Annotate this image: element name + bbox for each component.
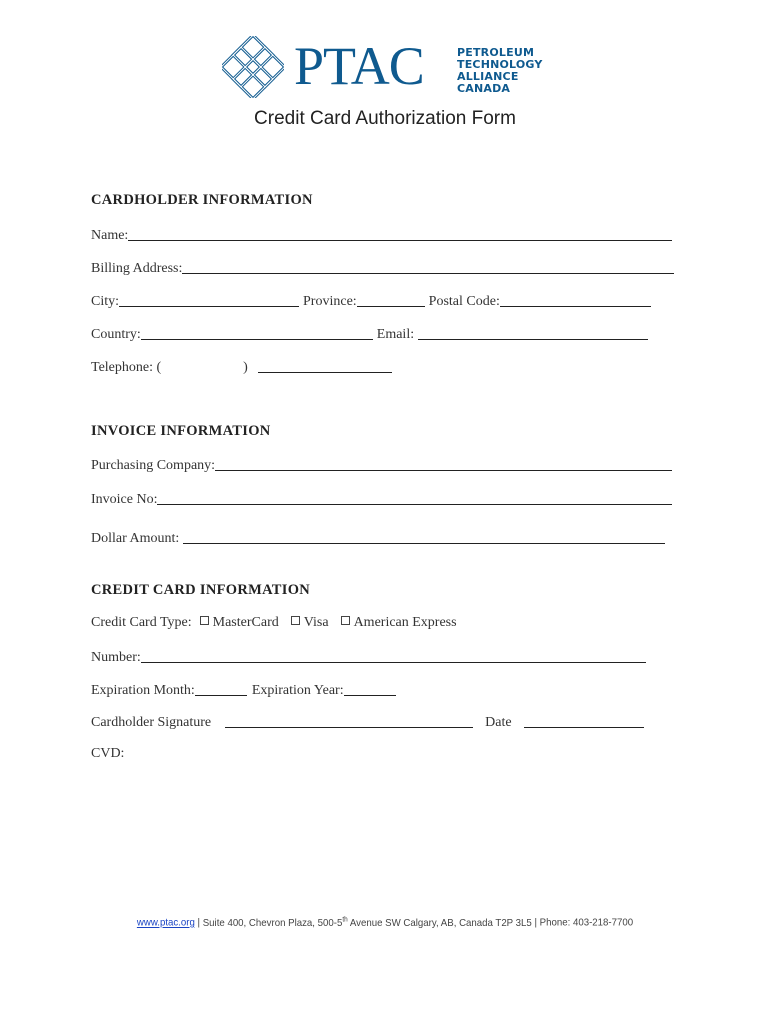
name-field[interactable] xyxy=(128,226,672,241)
purchasing-company-label: Purchasing Company: xyxy=(91,458,216,473)
invoice-no-field[interactable] xyxy=(157,490,672,505)
card-number-field[interactable] xyxy=(141,648,646,663)
footer xyxy=(31,916,739,929)
visa-option[interactable] xyxy=(291,615,329,631)
visa-checkbox[interactable] xyxy=(291,616,300,625)
visa-label: Visa xyxy=(303,615,329,630)
company-row xyxy=(91,456,672,476)
logo-sub-line: CANADA xyxy=(457,82,511,95)
invoice-heading: INVOICE INFORMATION xyxy=(91,423,271,439)
province-field[interactable] xyxy=(357,292,425,307)
date-label: Date xyxy=(485,715,512,730)
logo-sub-line: ALLIANCE xyxy=(457,70,519,83)
amex-option[interactable] xyxy=(341,615,457,631)
expiration-row xyxy=(91,681,396,701)
province-label: Province: xyxy=(303,294,357,309)
city-field[interactable] xyxy=(119,292,299,307)
cardholder-heading: CARDHOLDER INFORMATION xyxy=(91,192,313,208)
amex-checkbox[interactable] xyxy=(341,616,350,625)
email-field[interactable] xyxy=(418,325,648,340)
telephone-close-paren: ) xyxy=(243,360,248,375)
postal-code-field[interactable] xyxy=(500,292,651,307)
dollar-amount-field[interactable] xyxy=(183,529,665,544)
telephone-field[interactable] xyxy=(258,358,392,373)
billing-row xyxy=(91,259,674,279)
dollar-amount-label: Dollar Amount: xyxy=(91,531,180,546)
card-number-label: Number: xyxy=(91,650,141,665)
city-label: City: xyxy=(91,294,120,309)
invoice-no-row xyxy=(91,490,672,510)
email-label: Email: xyxy=(376,327,415,342)
number-row xyxy=(91,648,646,668)
signature-row xyxy=(91,713,644,733)
exp-month-field[interactable] xyxy=(195,681,247,696)
amount-row xyxy=(91,529,665,549)
exp-month-label: Expiration Month: xyxy=(91,683,195,698)
footer-phone: Phone: 403-218-7700 xyxy=(539,916,634,929)
invoice-no-label: Invoice No: xyxy=(91,492,158,507)
date-field[interactable] xyxy=(524,713,644,728)
signature-label: Cardholder Signature xyxy=(91,715,212,730)
logo-subtitle xyxy=(457,47,577,95)
billing-address-field[interactable] xyxy=(182,259,674,274)
logo-sub-line: TECHNOLOGY xyxy=(457,58,543,71)
card-type-row xyxy=(91,615,457,635)
ptac-knot-logo-icon xyxy=(222,36,284,98)
signature-field[interactable] xyxy=(225,713,473,728)
city-row xyxy=(91,292,651,312)
ptac-logo xyxy=(222,36,572,98)
country-row xyxy=(91,325,648,345)
postal-code-label: Postal Code: xyxy=(428,294,500,309)
ptac-website-link[interactable]: www.ptac.org xyxy=(136,916,195,929)
amex-label: American Express xyxy=(353,615,457,630)
footer-address-part: Avenue SW Calgary, AB, Canada T2P 3L5 xyxy=(347,916,532,929)
mastercard-option[interactable] xyxy=(200,615,279,631)
billing-address-label: Billing Address: xyxy=(91,261,183,276)
mastercard-label: MasterCard xyxy=(212,615,279,630)
name-label: Name: xyxy=(91,228,129,243)
country-field[interactable] xyxy=(141,325,373,340)
purchasing-company-field[interactable] xyxy=(215,456,672,471)
credit-card-heading: CREDIT CARD INFORMATION xyxy=(91,582,311,598)
logo-wordmark: PTAC xyxy=(294,36,424,96)
cvd-label: CVD: xyxy=(91,746,125,761)
exp-year-field[interactable] xyxy=(344,681,396,696)
exp-year-label: Expiration Year: xyxy=(251,683,344,698)
cvd-row xyxy=(91,746,124,766)
footer-address-sup: th xyxy=(342,916,348,923)
name-row xyxy=(91,226,672,246)
logo-sub-line: PETROLEUM xyxy=(457,46,535,59)
footer-address xyxy=(203,917,532,929)
telephone-row xyxy=(91,358,392,378)
form-title: Credit Card Authorization Form xyxy=(254,108,516,129)
footer-separator: | xyxy=(194,916,203,929)
telephone-label: Telephone: ( xyxy=(91,360,162,375)
mastercard-checkbox[interactable] xyxy=(200,616,209,625)
country-label: Country: xyxy=(91,327,141,342)
footer-separator: | xyxy=(531,916,540,929)
footer-address-part: Suite 400, Chevron Plaza, 500-5 xyxy=(202,916,343,929)
card-type-label: Credit Card Type: xyxy=(91,615,192,630)
